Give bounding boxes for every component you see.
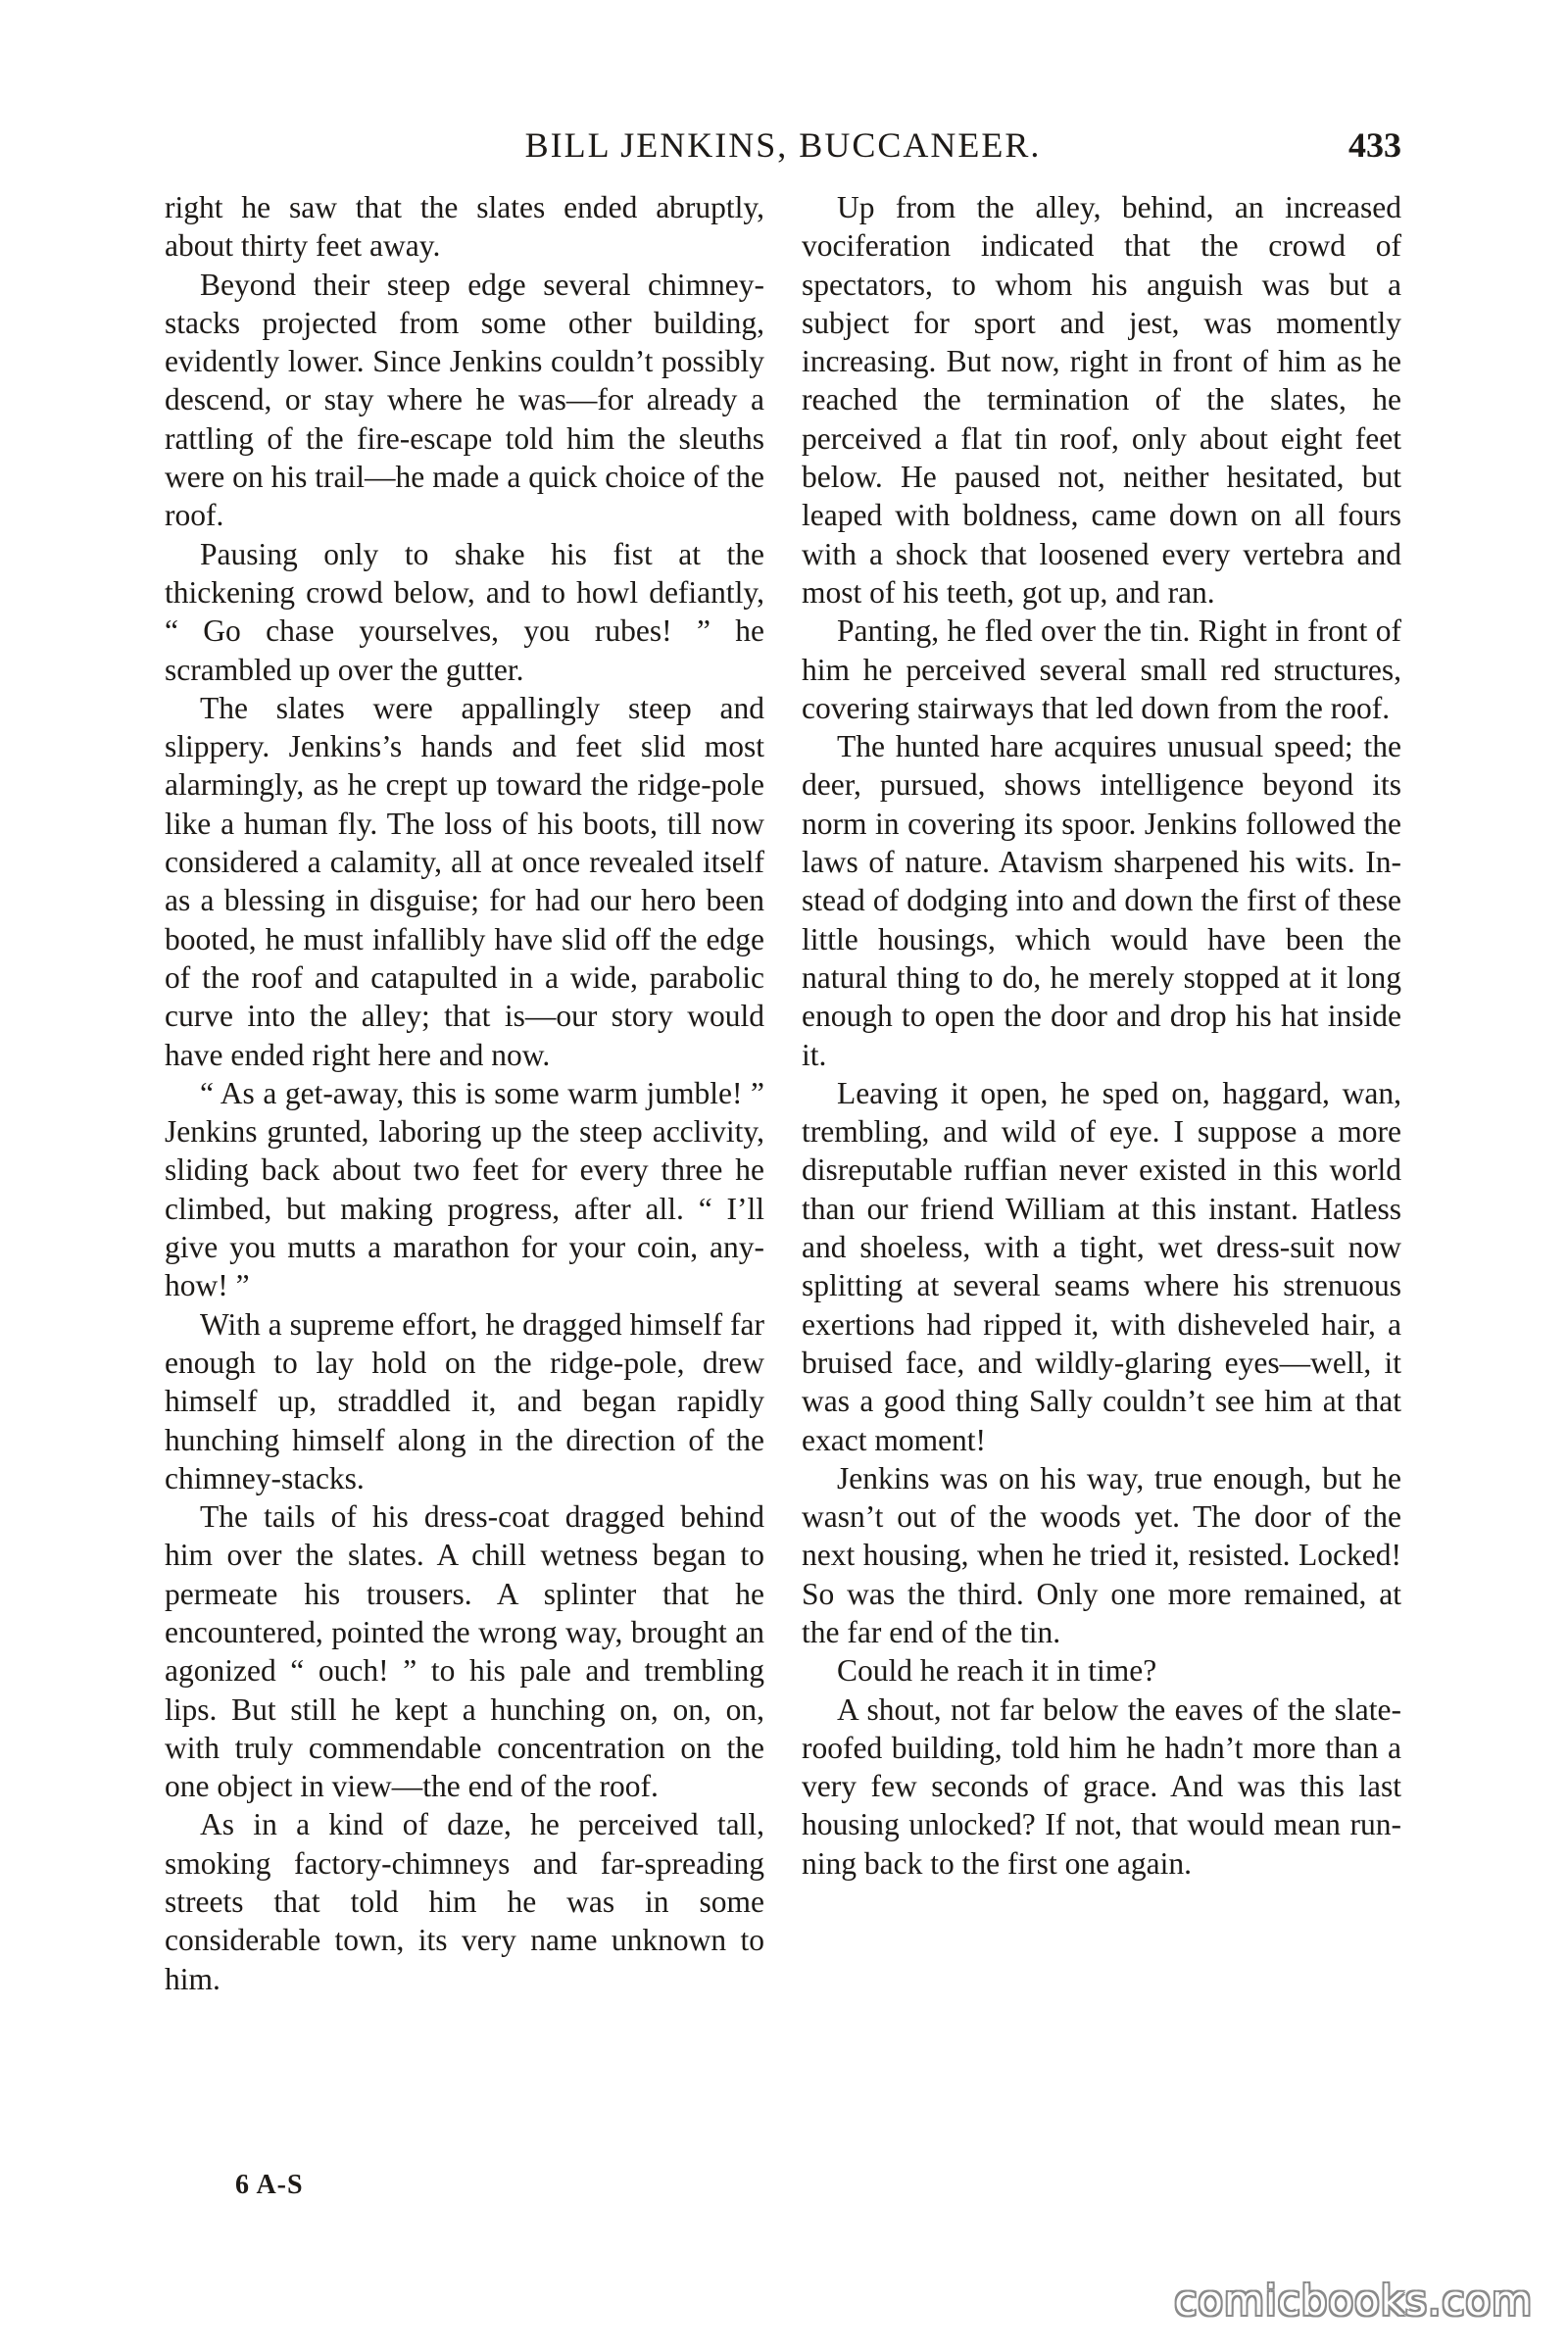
paragraph: Up from the alley, behind, an increased vociferation indicated that the crowd of spectators, to whom his anguish was but a subject for sport and jest, was momently increasing. But now, right in front of him as he reached the termination of the slates, he perceived a flat tin roof, only about eight feet below. He paused not, neither hesitated, but leaped with boldness, came down on all fours with a shock that loosened every vertebra and most of his teeth, got up, and ran. xyxy=(802,190,1401,610)
paragraph: Pausing only to shake his fist at the thickening crowd below, and to howl defiantly, “ Go chase yourselves, you rubes! ” he scrambled up over the gutter. xyxy=(165,536,764,687)
running-head xyxy=(165,118,1401,172)
paragraph: Could he reach it in time? xyxy=(837,1653,1157,1689)
paragraph: With a supreme effort, he dragged himself far enough to lay hold on the ridge-pole, drew himself up, straddled it, and began rapidly hunching himself along in the direction of the chimney-stacks. xyxy=(165,1306,764,1495)
paragraph: As in a kind of daze, he perceived tall, smoking factory-chimneys and far-spreading streets that told him he was in some considerable town, its very name unknown to him. xyxy=(165,1807,764,1996)
paragraph: The hunted hare acquires unusual speed; the deer, pursued, shows intelligence beyond its norm in covering its spoor. Jenkins followed the laws of nature. Atavism sharpened his wits. Instead of dodging into and down the first of these little housings, which would have been the natural thing to do, he merely stopped at it long enough to open the door and drop his hat inside it. xyxy=(802,729,1401,1072)
paragraph: The tails of his dress-coat dragged behind him over the slates. A chill wetness began to permeate his trousers. A splinter that he encountered, pointed the wrong way, brought an agonized “ ouch! ” to his pale and trembling lips. But still he kept a hunching on, on, on, with truly commendable concentration on the one object in view—the end of the roof. xyxy=(165,1499,764,1804)
right-column xyxy=(802,188,1401,1883)
page-number: 433 xyxy=(1348,125,1401,165)
running-title: BILL JENKINS, BUCCANEER. xyxy=(524,125,1042,165)
paragraph: “ As a get-away, this is some warm jumble! ” Jenkins grunted, laboring up the steep acclivity, sliding back about two feet for every three he climbed, but making progress, after all. “ I’ll give you mutts a marathon for your coin, anyhow! ” xyxy=(165,1075,764,1303)
paragraph: Beyond their steep edge several chimney-stacks projected from some other building, evidently lower. Since Jenkins couldn’t possibly descend, or stay where he was—for already a rattling of the fire-escape told him the sleuths were on his trail—he made a quick choice of the roof. xyxy=(165,267,764,533)
paragraph: A shout, not far below the eaves of the slate-roofed building, told him he hadn’t more than a very few seconds of grace. And was this last housing unlocked? If not, that would mean running back to the first one again. xyxy=(802,1691,1401,1881)
paragraph: right he saw that the slates ended abruptly, about thirty feet away. xyxy=(165,190,764,264)
paragraph: The slates were appallingly steep and slippery. Jenkins’s hands and feet slid most alarmingly, as he crept up toward the ridge-pole like a human fly. The loss of his boots, till now considered a calamity, all at once revealed itself as a blessing in disguise; for had our hero been booted, he must infallibly have slid off the edge of the roof and catapulted in a wide, parabolic curve into the alley; that is—our story would have ended right here and now. xyxy=(165,690,764,1072)
signature-mark: 6 A-S xyxy=(235,2170,304,2200)
paragraph: Jenkins was on his way, true enough, but he wasn’t out of the woods yet. The door of the next housing, when he tried it, resisted. Locked! So was the third. Only one more remained, at the far end of the tin. xyxy=(802,1460,1401,1649)
paragraph: Panting, he fled over the tin. Right in front of him he perceived several small red structures, covering stairways that led down from the roof. xyxy=(802,613,1401,725)
paragraph: Leaving it open, he sped on, haggard, wan, trembling, and wild of eye. I suppose a more disreputable ruffian never existed in this world than our friend William at this instant. Hatless and shoeless, with a tight, wet dress-suit now splitting at several seams where his strenuous exertions had ripped it, with disheveled hair, a bruised face, and wildly-glaring eyes—well, it was a good thing Sally couldn’t see him at that exact moment! xyxy=(802,1075,1401,1457)
watermark: comicbooks.com xyxy=(1174,2277,1533,2325)
left-column xyxy=(165,188,764,1998)
